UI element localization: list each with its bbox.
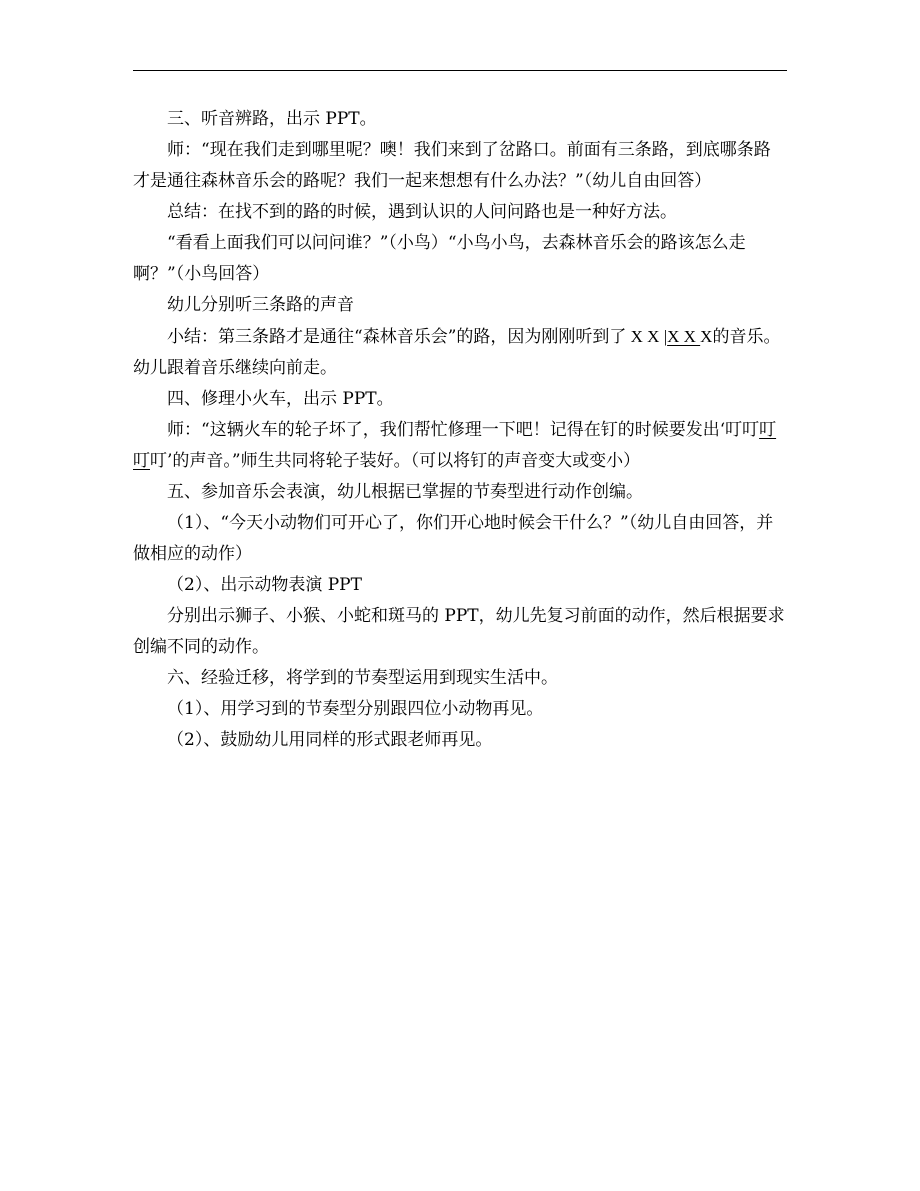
summary-ask-directions: 总结：在找不到的路的时候，遇到认识的人问问路也是一种好方法。	[167, 202, 677, 222]
train-text-end: 叮’的声音。”师生共同将轮子装好。（可以将钉的声音变大或变小）	[150, 451, 641, 471]
conclusion-text-end: 的音乐。幼儿跟着音乐继续向前走。	[133, 327, 781, 378]
teacher-dialogue-crossroad: 师：“现在我们走到哪里呢？噢！我们来到了岔路口。前面有三条路，到底哪条路才是通往森林音乐会的路呢？我们一起来想想有什么办法？”（幼儿自由回答）	[133, 140, 771, 191]
rhythm-notation-a: X X |	[626, 327, 668, 346]
bird-dialogue: “看看上面我们可以问问谁？”（小鸟）“小鸟小鸟，去森林音乐会的路该怎么走啊？”（小鸟回答）	[133, 233, 746, 284]
listen-three-roads: 幼儿分别听三条路的声音	[167, 295, 354, 315]
train-repair-dialogue	[133, 415, 787, 477]
step-5-2: （2）、出示动物表演 PPT	[167, 575, 362, 595]
section-4-heading: 四、修理小火车，出示 PPT。	[167, 389, 394, 409]
conclusion-text: 小结：第三条路才是通往“森林音乐会”的路，因为刚刚听到了	[167, 327, 627, 347]
section-5-heading: 五、参加音乐会表演，幼儿根据已掌握的节奏型进行动作创编。	[167, 482, 643, 502]
section-6-heading: 六、经验迁移，将学到的节奏型运用到现实生活中。	[167, 668, 558, 688]
step-6-2: （2）、鼓励幼儿用同样的形式跟老师再见。	[167, 730, 493, 750]
step-6-1: （1）、用学习到的节奏型分别跟四位小动物再见。	[167, 699, 544, 719]
section-3-heading: 三、听音辨路，出示 PPT。	[167, 109, 377, 129]
rhythm-notation-c: X	[700, 327, 713, 346]
animal-ppt-paragraph: 分别出示狮子、小猴、小蛇和斑马的 PPT，幼儿先复习前面的动作，然后根据要求创编不同的动作。	[133, 606, 785, 657]
ding-underlined: 叮叮	[133, 420, 777, 471]
document-body	[133, 104, 787, 756]
train-text: 师：“这辆火车的轮子坏了，我们帮忙修理一下吧！记得在钉的时候要发出‘叮叮	[167, 420, 760, 440]
header-rule	[133, 70, 787, 71]
rhythm-notation-underlined: X X	[667, 327, 701, 346]
conclusion-third-road	[133, 321, 787, 384]
step-5-1: （1）、“今天小动物们可开心了，你们开心地时候会干什么？”（幼儿自由回答，并做相应的动作）	[133, 513, 774, 564]
